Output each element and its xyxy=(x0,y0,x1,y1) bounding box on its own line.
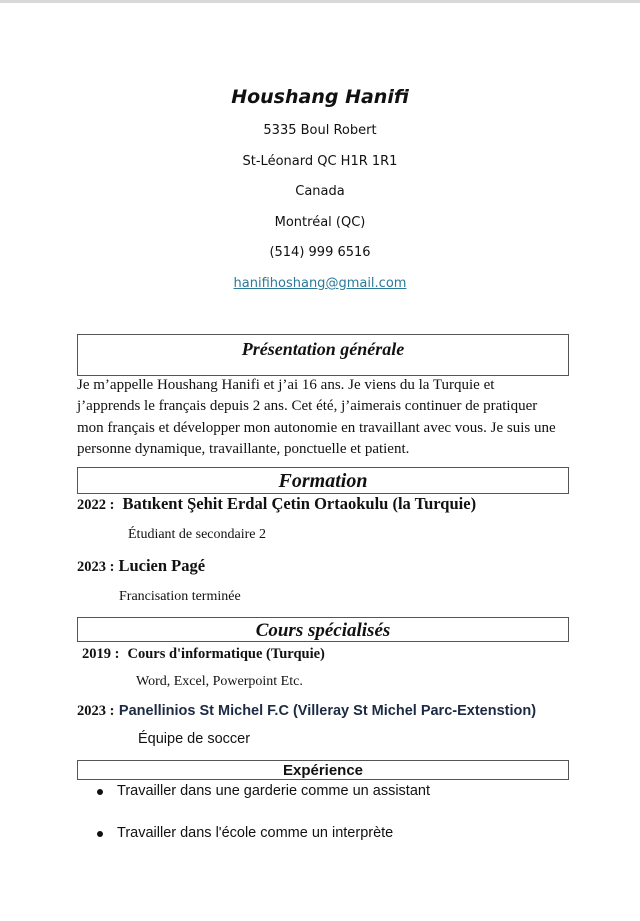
course-entry-detail: Équipe de soccer xyxy=(138,731,251,747)
section-title-cours: Cours spécialisés xyxy=(255,620,391,641)
section-heading-cours xyxy=(77,617,569,642)
section-heading-experience xyxy=(77,760,569,780)
presentation-line: j’apprends le français depuis 2 ans. Cet été, j’aimerais continuer de pratiquer xyxy=(77,398,538,415)
formation-entry-title xyxy=(77,494,476,514)
formation-entry-detail: Francisation terminée xyxy=(119,589,241,604)
presentation-paragraph xyxy=(77,375,577,460)
presentation-line: mon français et développer mon autonomie en travaillant avec vous. Je suis une xyxy=(77,419,556,436)
section-title-experience: Expérience xyxy=(282,762,364,779)
entry-school: Lucien Pagé xyxy=(118,556,206,575)
entry-course: Cours d'informatique (Turquie) xyxy=(127,646,325,662)
phone-number: (514) 999 6516 xyxy=(269,245,371,261)
entry-year: 2019 : xyxy=(82,646,120,662)
entry-year: 2023 : xyxy=(77,559,115,575)
entry-club: Panellinios St Michel F.C (Villeray St Michel Parc-Extenstion) xyxy=(118,703,537,719)
experience-item-text: Travailler dans l'école comme un interprète xyxy=(117,825,394,841)
course-entry-detail: Word, Excel, Powerpoint Etc. xyxy=(136,674,303,689)
address-line-1: 5335 Boul Robert xyxy=(263,123,377,138)
candidate-name: Houshang Hanifi xyxy=(231,86,409,108)
presentation-line: personne dynamique, travaillante, ponctuelle et patient. xyxy=(77,440,410,457)
section-title-formation: Formation xyxy=(278,470,368,492)
section-title-presentation: Présentation générale xyxy=(241,339,405,359)
page-top-border xyxy=(0,0,640,3)
entry-school: Batıkent Şehit Erdal Çetin Ortaokulu (la Turquie) xyxy=(122,494,477,513)
formation-entry-title xyxy=(77,556,205,576)
address-line-2: St-Léonard QC H1R 1R1 xyxy=(242,153,398,169)
formation-entry-detail: Étudiant de secondaire 2 xyxy=(128,527,267,542)
country: Canada xyxy=(295,184,345,200)
city: Montréal (QC) xyxy=(274,214,366,230)
bullet-icon xyxy=(97,831,103,837)
course-entry-title xyxy=(77,702,536,720)
entry-year: 2022 : xyxy=(77,497,115,513)
presentation-line: Je m’appelle Houshang Hanifi et j’ai 16 ans. Je viens du la Turquie et xyxy=(77,377,495,393)
section-heading-formation xyxy=(77,467,569,494)
email-link[interactable]: hanifihoshang@gmail.com xyxy=(233,275,407,291)
section-heading-presentation xyxy=(77,334,569,376)
contact-header xyxy=(0,84,640,300)
experience-item-text: Travailler dans une garderie comme un assistant xyxy=(117,783,430,799)
entry-year: 2023 : xyxy=(77,703,115,719)
bullet-icon xyxy=(97,789,103,795)
course-entry-title xyxy=(82,645,325,663)
